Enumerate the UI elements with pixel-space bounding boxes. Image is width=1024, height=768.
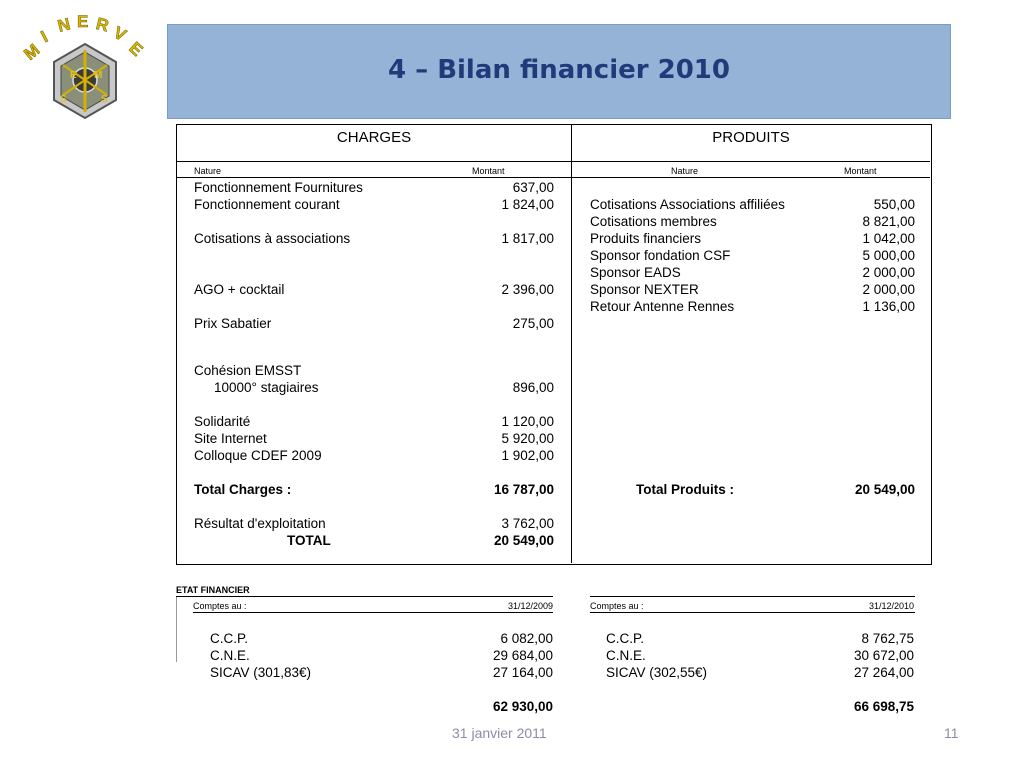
etat-right-topline: [590, 596, 915, 597]
title-banner: [167, 24, 951, 119]
charge-amount: 1 817,00: [501, 231, 554, 246]
produit-amount: 2 000,00: [862, 265, 915, 280]
etat-left-amount: 6 082,00: [500, 631, 553, 646]
etat-left-label: C.N.E.: [210, 648, 250, 663]
produit-amount: 8 821,00: [862, 214, 915, 229]
charge-amount: 1 120,00: [501, 414, 554, 429]
charge-amount: 896,00: [512, 380, 554, 395]
svg-text:M: M: [94, 70, 103, 81]
etat-right-headline: [590, 612, 915, 613]
charge-amount: 637,00: [512, 180, 554, 195]
charge-amount: 1 902,00: [501, 448, 554, 463]
produit-label: Cotisations Associations affiliées: [590, 197, 785, 212]
produits-header: PRODUITS: [712, 129, 790, 146]
charge-amount: 5 920,00: [501, 431, 554, 446]
result-amount: 3 762,00: [501, 516, 554, 531]
header-divider: [177, 161, 930, 162]
charge-amount: 1 824,00: [501, 197, 554, 212]
produit-label: Cotisations membres: [590, 214, 717, 229]
minerve-logo: [18, 14, 153, 132]
page-number: 11: [944, 725, 959, 741]
etat-left-total: 62 930,00: [492, 699, 553, 714]
bilan-table: [176, 124, 932, 565]
etat-left-label: C.C.P.: [210, 631, 249, 646]
charge-amount: 275,00: [512, 316, 554, 331]
produit-amount: 2 000,00: [862, 282, 915, 297]
produit-amount: 1 136,00: [862, 299, 915, 314]
slide-title: 4 – Bilan financier 2010: [388, 55, 730, 85]
etat-left-label: SICAV (301,83€): [210, 665, 312, 680]
svg-text:S: S: [101, 94, 108, 105]
etat-left-header-date: 31/12/2009: [507, 601, 553, 611]
charge-label: Cohésion EMSST: [194, 363, 302, 378]
charges-col-montant: Montant: [472, 166, 505, 176]
footer-date: 31 janvier 2011: [452, 725, 547, 741]
etat-left-amount: 27 164,00: [492, 665, 553, 680]
charge-label: Site Internet: [194, 431, 267, 446]
svg-text:I: I: [37, 27, 51, 47]
produit-amount: 550,00: [873, 197, 915, 212]
charges-header: CHARGES: [336, 129, 412, 146]
svg-text:E: E: [77, 14, 89, 31]
subheader-divider: [177, 177, 930, 178]
charge-label: Fonctionnement Fournitures: [194, 180, 363, 195]
charges-col-nature: Nature: [194, 166, 222, 176]
produit-amount: 5 000,00: [862, 248, 915, 263]
result-label: Résultat d'exploitation: [194, 516, 326, 531]
total-produits-label: Total Produits :: [636, 482, 734, 497]
charge-label: Colloque CDEF 2009: [194, 448, 322, 463]
produit-amount: 1 042,00: [862, 231, 915, 246]
etat-financier: [176, 585, 936, 715]
svg-text:M: M: [20, 40, 44, 64]
charge-label: Prix Sabatier: [194, 316, 272, 331]
produit-label: Sponsor EADS: [590, 265, 681, 280]
total-charges-amount: 16 787,00: [493, 482, 554, 497]
etat-left-border: [176, 596, 177, 662]
charge-label: 10000° stagiaires: [214, 380, 319, 395]
etat-right-label: SICAV (302,55€): [606, 665, 708, 680]
svg-text:N: N: [55, 14, 73, 36]
produit-label: Sponsor fondation CSF: [590, 248, 731, 263]
etat-right-amount: 8 762,75: [861, 631, 914, 646]
produit-label: Retour Antenne Rennes: [590, 299, 735, 314]
column-divider: [571, 125, 572, 563]
grand-total-amount: 20 549,00: [493, 533, 554, 548]
etat-right-total: 66 698,75: [853, 699, 914, 714]
grand-total-label: TOTAL: [287, 533, 331, 548]
produits-col-montant: Montant: [844, 166, 877, 176]
etat-right-amount: 27 264,00: [853, 665, 914, 680]
produit-label: Produits financiers: [590, 231, 702, 246]
produits-col-nature: Nature: [671, 166, 699, 176]
etat-right-label: C.C.P.: [606, 631, 645, 646]
charge-label: Solidarité: [194, 414, 251, 429]
charge-label: Cotisations à associations: [194, 231, 351, 246]
etat-left-header-label: Comptes au :: [193, 601, 247, 611]
etat-right-label: C.N.E.: [606, 648, 646, 663]
svg-text:V: V: [110, 22, 130, 45]
svg-text:R: R: [94, 14, 111, 36]
etat-left-headline: [193, 612, 553, 613]
charge-amount: 2 396,00: [501, 282, 554, 297]
svg-text:E: E: [125, 38, 147, 60]
etat-right-header-date: 31/12/2010: [868, 601, 914, 611]
svg-text:E: E: [70, 70, 77, 81]
total-produits-amount: 20 549,00: [854, 482, 915, 497]
etat-left-amount: 29 684,00: [492, 648, 553, 663]
charge-label: Fonctionnement courant: [194, 197, 340, 212]
etat-title: ETAT FINANCIER: [176, 585, 250, 595]
etat-right-header-label: Comptes au :: [590, 601, 644, 611]
svg-text:S: S: [60, 94, 67, 105]
etat-right-amount: 30 672,00: [853, 648, 914, 663]
charge-label: AGO + cocktail: [194, 282, 285, 297]
etat-left-topline: [176, 596, 553, 597]
total-charges-label: Total Charges :: [194, 482, 292, 497]
produit-label: Sponsor NEXTER: [590, 282, 699, 297]
